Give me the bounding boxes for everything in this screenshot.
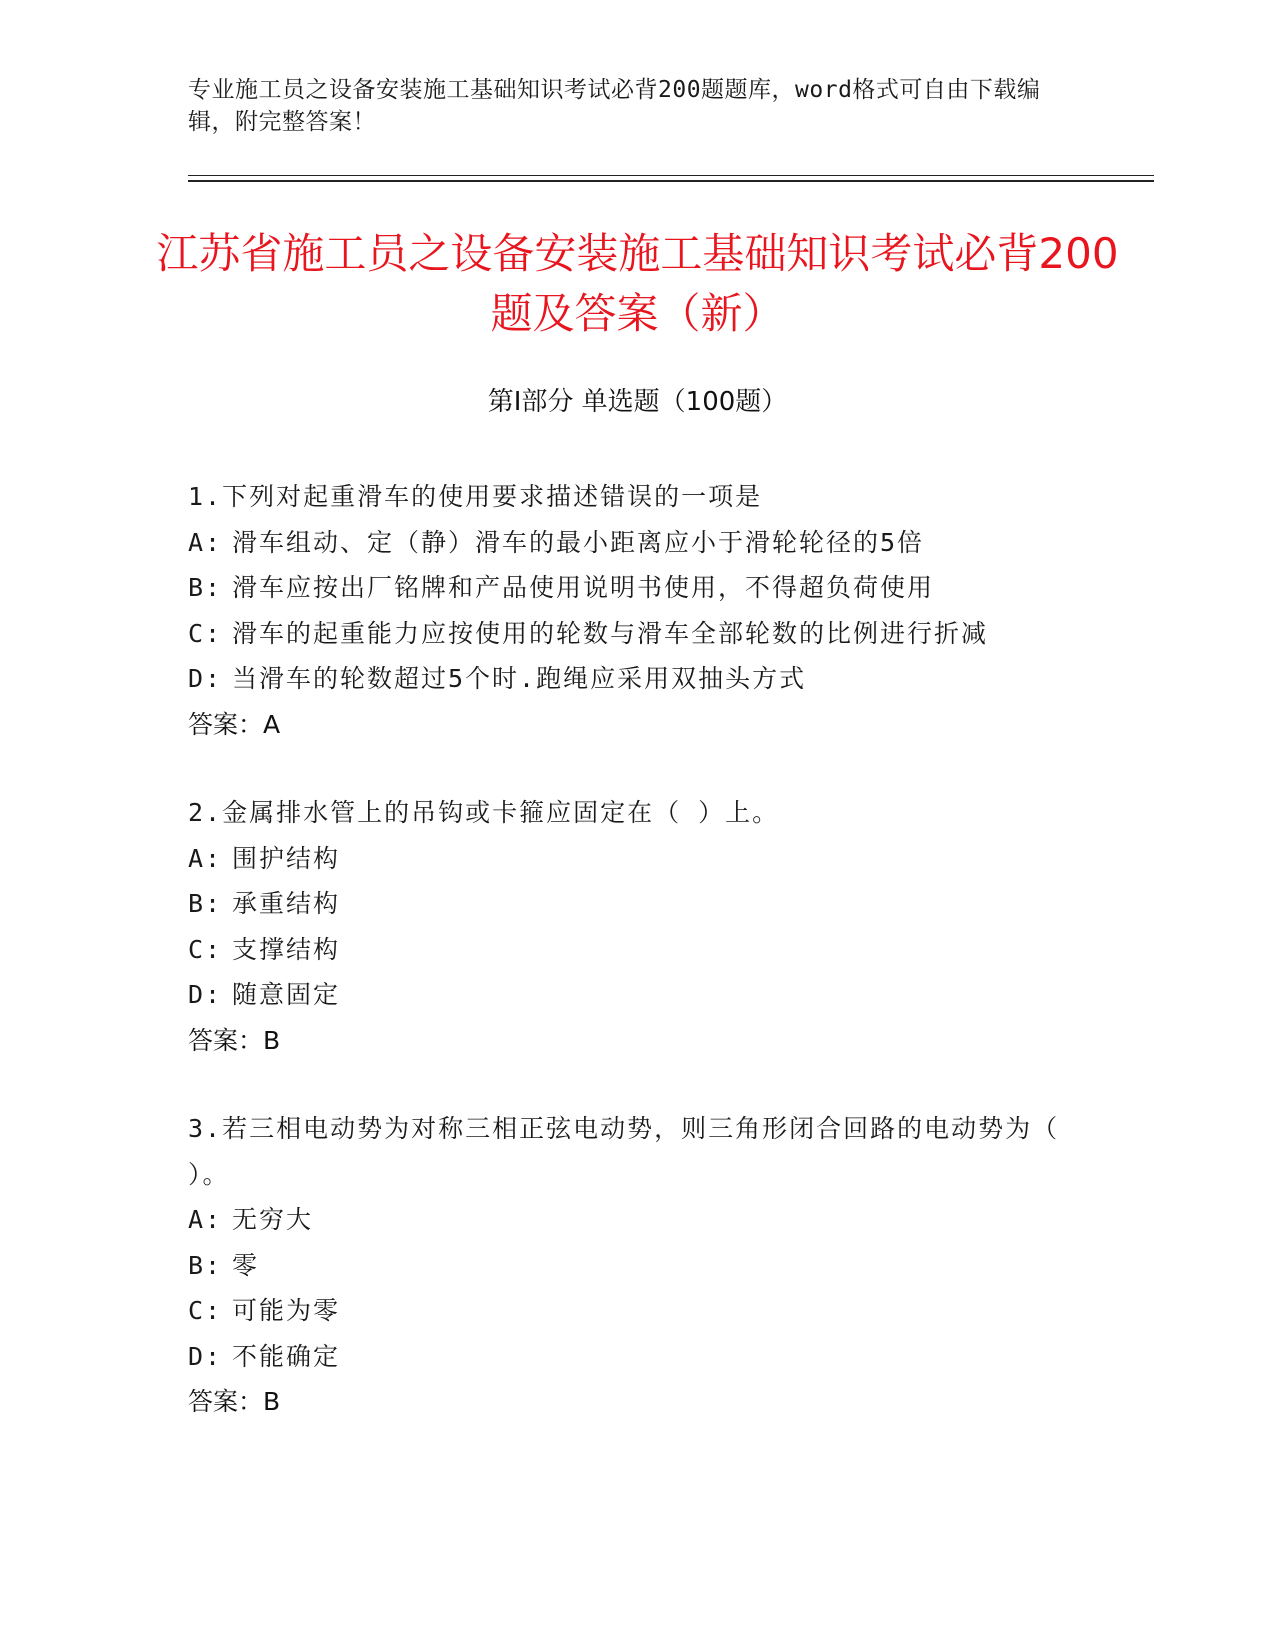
option-text: 零	[232, 1250, 260, 1280]
option-key: A:	[188, 527, 223, 557]
option-text: 承重结构	[232, 889, 341, 918]
option-text: 不能确定	[232, 1341, 341, 1371]
question-1	[188, 474, 1078, 747]
option-b	[188, 565, 1078, 611]
answer: 答案：A	[188, 709, 281, 739]
option-key: B:	[188, 889, 223, 918]
option-text: 滑车的起重能力应按使用的轮数与滑车全部轮数的比例进行折减	[232, 618, 989, 648]
option-a	[188, 836, 1078, 882]
question-2	[188, 790, 1078, 1063]
option-b	[188, 1243, 1078, 1289]
option-key: C:	[188, 1296, 223, 1325]
option-d	[188, 1334, 1078, 1380]
header-divider-thick	[188, 180, 1154, 182]
option-key: D:	[188, 664, 223, 693]
option-key: D:	[188, 980, 223, 1009]
option-d	[188, 656, 1078, 702]
option-key: C:	[188, 934, 223, 964]
question-text: 2.金属排水管上的吊钩或卡箍应固定在（ ）上。	[188, 798, 780, 827]
option-key: A:	[188, 1205, 223, 1234]
option-a	[188, 1197, 1078, 1243]
option-b	[188, 881, 1078, 927]
option-text: 滑车应按出厂铭牌和产品使用说明书使用，不得超负荷使用	[232, 573, 935, 602]
answer: 答案：B	[188, 1387, 281, 1416]
question-3	[188, 1106, 1078, 1425]
header-note: 专业施工员之设备安装施工基础知识考试必背200题题库，word格式可自由下载编辑，附完整答案！	[188, 77, 1041, 135]
option-key: B:	[188, 1250, 223, 1280]
option-text: 支撑结构	[232, 934, 341, 964]
header-divider-thin	[188, 175, 1154, 176]
section-title: 第Ⅰ部分 单选题（100题）	[487, 387, 788, 417]
option-d	[188, 972, 1078, 1018]
answer: 答案：B	[188, 1025, 281, 1055]
question-list	[188, 474, 1078, 1468]
document-title: 江苏省施工员之设备安装施工基础知识考试必背200题及答案（新）	[156, 229, 1119, 338]
option-a	[188, 520, 1078, 566]
option-key: C:	[188, 618, 223, 648]
option-text: 围护结构	[232, 843, 341, 873]
option-text: 当滑车的轮数超过5个时.跑绳应采用双抽头方式	[232, 664, 807, 693]
option-text: 可能为零	[232, 1296, 341, 1325]
option-text: 随意固定	[232, 980, 341, 1009]
option-key: A:	[188, 843, 223, 873]
option-key: D:	[188, 1341, 223, 1371]
option-c	[188, 927, 1078, 973]
option-c	[188, 1288, 1078, 1334]
question-text: 3.若三相电动势为对称三相正弦电动势，则三角形闭合回路的电动势为（ ）。	[188, 1114, 1060, 1189]
option-text: 无穷大	[232, 1205, 314, 1234]
option-key: B:	[188, 573, 223, 602]
question-text: 1.下列对起重滑车的使用要求描述错误的一项是	[188, 482, 763, 511]
option-c	[188, 611, 1078, 657]
option-text: 滑车组动、定（静）滑车的最小距离应小于滑轮轮径的5倍	[232, 527, 925, 557]
